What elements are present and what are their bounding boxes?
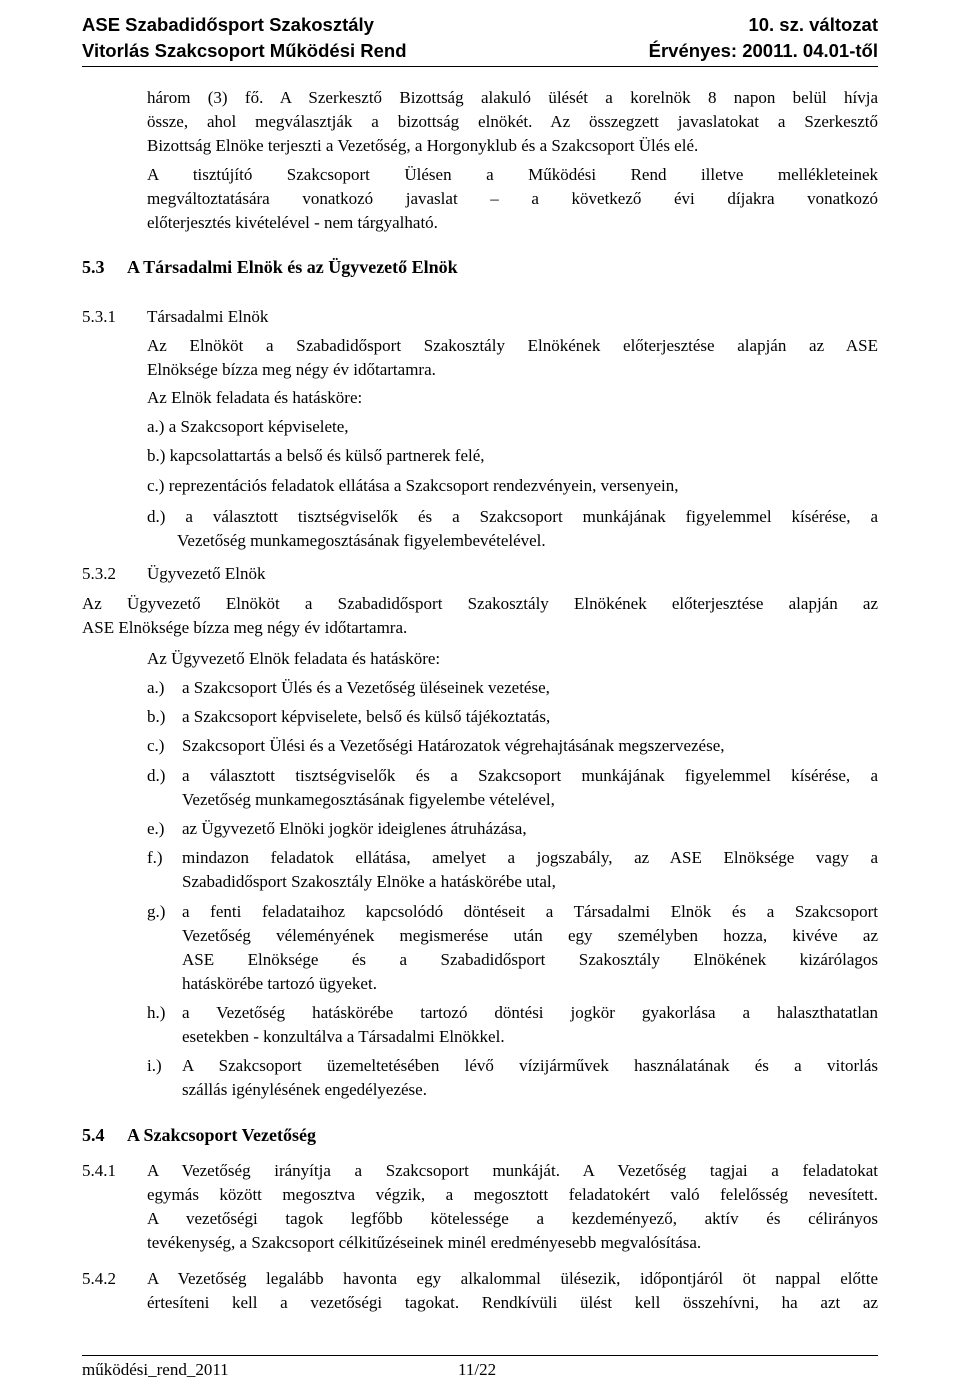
list-item: a Szakcsoport képviselete, belső és külső tájékoztatás,: [182, 707, 551, 726]
intro-line: A tisztújító Szakcsoport Ülésen a Működési Rend illetve mellékleteinek: [147, 165, 878, 184]
list-item-label: g.): [147, 902, 166, 921]
list-item-continuation: ASE Elnöksége és a Szabadidősport Szakosztály Elnökének kizárólagos: [182, 950, 878, 969]
list-item-label: d.): [147, 766, 166, 785]
list-item-continuation: Vezetőség véleményének megismerése után egy személyben hozza, kivéve az: [182, 926, 878, 945]
intro-line: előterjesztés kivételével - nem tárgyalható.: [147, 213, 438, 232]
list-item: a.) a Szakcsoport képviselete,: [147, 417, 349, 436]
list-item-continuation: hatáskörébe tartozó ügyeket.: [182, 974, 377, 993]
paragraph-line: ASE Elnöksége bízza meg négy év időtartamra.: [82, 618, 408, 637]
footer-rule: [82, 1355, 878, 1356]
section-5-3-title: A Társadalmi Elnök és az Ügyvezető Elnök: [127, 257, 458, 277]
list-item-continuation: Vezetőség munkamegosztásának figyelembevételével.: [177, 531, 546, 550]
paragraph-line: egymás között megosztva végzik, a megosztott feladatokért való felelősség nevesített.: [147, 1185, 878, 1204]
paragraph-line: Az Ügyvezető Elnököt a Szabadidősport Szakosztály Elnökének előterjesztése alapján az: [82, 594, 878, 613]
list-item: b.) kapcsolattartás a belső és külső partnerek felé,: [147, 446, 485, 465]
paragraph-line: Az Elnök feladata és hatásköre:: [147, 388, 363, 407]
list-item: az Ügyvezető Elnöki jogkör ideiglenes átruházása,: [182, 819, 527, 838]
list-item: d.) a választott tisztségviselők és a Szakcsoport munkájának figyelemmel kísérése, a: [147, 507, 878, 526]
list-item-label: b.): [147, 707, 166, 726]
section-5-3-1-number: 5.3.1: [82, 307, 116, 326]
header-version: 10. sz. változat: [748, 14, 878, 35]
footer-page-number: 11/22: [458, 1360, 497, 1379]
section-5-3-number: 5.3: [82, 257, 105, 277]
list-item: a Szakcsoport Ülés és a Vezetőség üléseinek vezetése,: [182, 678, 550, 697]
paragraph-line: tevékenység, a Szakcsoport célkitűzéseinek minél eredményesebb megvalósítása.: [147, 1233, 702, 1252]
list-item: Szakcsoport Ülési és a Vezetőségi Határozatok végrehajtásának megszervezése,: [182, 736, 725, 755]
header-title: ASE Szabadidősport Szakosztály: [82, 14, 374, 35]
list-item: A Szakcsoport üzemeltetésében lévő vízijárművek használatának és a vitorlás: [182, 1056, 878, 1075]
paragraph-line: Elnöksége bízza meg négy év időtartamra.: [147, 360, 436, 379]
section-5-3-2-title: Ügyvezető Elnök: [147, 564, 266, 583]
section-5-4-number: 5.4: [82, 1125, 105, 1145]
intro-line: össze, ahol megválasztják a bizottság elnökét. Az összegzett javaslatokat a Szerkesztő: [147, 112, 878, 131]
list-item-continuation: szállás igénylésének engedélyezése.: [182, 1080, 427, 1099]
paragraph-line: Az Ügyvezető Elnök feladata és hatásköre:: [147, 649, 441, 668]
intro-line: megváltoztatására vonatkozó javaslat – a következő évi díjakra vonatkozó: [147, 189, 878, 208]
list-item-label: i.): [147, 1056, 162, 1075]
list-item-label: a.): [147, 678, 165, 697]
list-item-label: h.): [147, 1003, 166, 1022]
intro-line: három (3) fő. A Szerkesztő Bizottság alakuló ülését a korelnök 8 napon belül hívja: [147, 88, 878, 107]
list-item-label: c.): [147, 736, 165, 755]
footer-filename: működési_rend_2011: [82, 1360, 229, 1379]
list-item: a választott tisztségviselők és a Szakcsoport munkájának figyelemmel kísérése, a: [182, 766, 878, 785]
paragraph-line: értesíteni kell a vezetőségi tagokat. Rendkívüli ülést kell összehívni, ha azt az: [147, 1293, 878, 1312]
section-5-3-1-title: Társadalmi Elnök: [147, 307, 269, 326]
list-item-continuation: Szabadidősport Szakosztály Elnöke a hatáskörébe utal,: [182, 872, 556, 891]
intro-line: Bizottság Elnöke terjeszti a Vezetőség, a Horgonyklub és a Szakcsoport Ülés elé.: [147, 136, 699, 155]
list-item: mindazon feladatok ellátása, amelyet a jogszabály, az ASE Elnöksége vagy a: [182, 848, 878, 867]
list-item: a Vezetőség hatáskörébe tartozó döntési jogkör gyakorlása a halaszthatatlan: [182, 1003, 878, 1022]
list-item-label: f.): [147, 848, 163, 867]
section-5-4-2-number: 5.4.2: [82, 1269, 116, 1288]
paragraph-line: Az Elnököt a Szabadidősport Szakosztály Elnökének előterjesztése alapján az ASE: [147, 336, 878, 355]
list-item-continuation: Vezetőség munkamegosztásának figyelembe vételével,: [182, 790, 555, 809]
paragraph-line: A Vezetőség irányítja a Szakcsoport munkáját. A Vezetőség tagjai a feladatokat: [147, 1161, 878, 1180]
header-valid-from: Érvényes: 20011. 04.01-től: [648, 40, 878, 61]
header-rule: [82, 66, 878, 67]
list-item-continuation: esetekben - konzultálva a Társadalmi Elnökkel.: [182, 1027, 505, 1046]
header-subtitle: Vitorlás Szakcsoport Működési Rend: [82, 40, 407, 61]
list-item-label: e.): [147, 819, 165, 838]
paragraph-line: A vezetőségi tagok legfőbb kötelessége a kezdeményező, aktív és célirányos: [147, 1209, 878, 1228]
list-item: a fenti feladataihoz kapcsolódó döntéseit a Társadalmi Elnök és a Szakcsoport: [182, 902, 878, 921]
section-5-3-2-number: 5.3.2: [82, 564, 116, 583]
section-5-4-title: A Szakcsoport Vezetőség: [127, 1125, 316, 1145]
paragraph-line: A Vezetőség legalább havonta egy alkalommal ülésezik, időpontjáról öt nappal előtte: [147, 1269, 878, 1288]
section-5-4-1-number: 5.4.1: [82, 1161, 116, 1180]
list-item: c.) reprezentációs feladatok ellátása a Szakcsoport rendezvényein, versenyein,: [147, 476, 679, 495]
